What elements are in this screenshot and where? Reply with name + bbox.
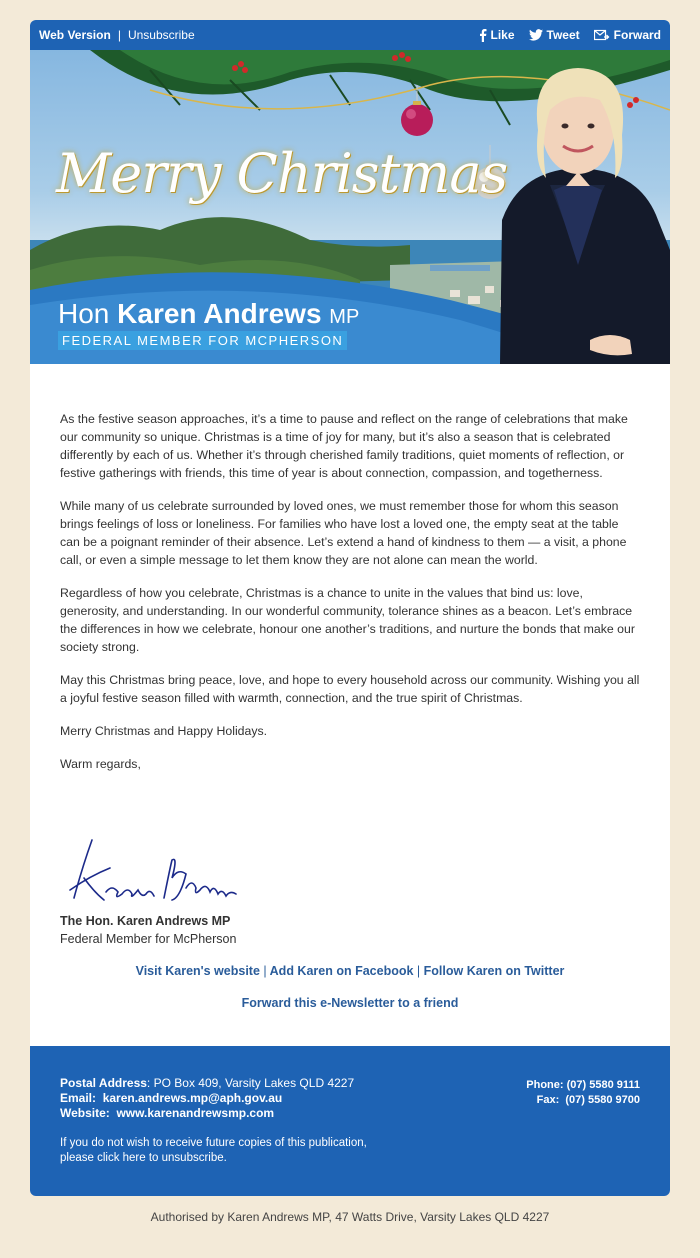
like-label: Like bbox=[490, 28, 515, 42]
email-label: Email: bbox=[60, 1091, 97, 1105]
website-link[interactable]: www.karenandrewsmp.com bbox=[116, 1106, 275, 1120]
phone-number: Phone: (07) 5580 9111 bbox=[526, 1079, 640, 1091]
facebook-link[interactable]: Add Karen on Facebook bbox=[269, 964, 414, 978]
top-bar bbox=[30, 20, 670, 50]
tweet-button[interactable] bbox=[529, 28, 580, 42]
authorisation-statement: Authorised by Karen Andrews MP, 47 Watts Drive, Varsity Lakes QLD 4227 bbox=[150, 1210, 550, 1224]
unsubscribe-footer-link[interactable]: please click here to unsubscribe. bbox=[60, 1152, 227, 1164]
like-button[interactable] bbox=[479, 28, 515, 42]
paragraph: Regardless of how you celebrate, Christmas is a chance to unite in the values that bind us: love, generosity, and understanding. In our wonderful community, tolerance shines as a beacon. Let’s embrace the differences in how we celebrate, honour one another’s traditions, and nurture the bonds that make our society strong. bbox=[60, 586, 635, 654]
signer-title: Federal Member for McPherson bbox=[60, 932, 237, 946]
email-link[interactable]: karen.andrews.mp@aph.gov.au bbox=[102, 1091, 283, 1105]
hero-name-main: Karen Andrews bbox=[117, 298, 322, 329]
hero-name-prefix: Hon bbox=[58, 298, 110, 329]
hero-name bbox=[58, 298, 359, 330]
forward-mail-icon bbox=[594, 29, 610, 41]
forward-to-friend-link[interactable]: Forward this e-Newsletter to a friend bbox=[241, 996, 459, 1010]
forward-label: Forward bbox=[613, 28, 661, 42]
hero-banner bbox=[30, 50, 670, 364]
visit-website-link[interactable]: Visit Karen's website bbox=[135, 964, 260, 978]
handwritten-signature bbox=[60, 838, 240, 910]
social-actions bbox=[479, 28, 661, 42]
paragraph: While many of us celebrate surrounded by loved ones, we must remember those for whom this season brings feelings of loss or loneliness. For families who have lost a loved one, the empty seat at the table can be a poignant reminder of their absence. Let’s extend a hand of kindness to them — a visit, a phone call, or even a simple message to let them know they are not alone can mean the world. bbox=[60, 499, 627, 567]
footer-address bbox=[60, 1076, 354, 1121]
fax-number: Fax: (07) 5580 9700 bbox=[536, 1094, 640, 1106]
paragraph: May this Christmas bring peace, love, and hope to every household across our community. Wishing you all a joyful festive season filled with warmth, connection, and the true spirit of Christmas. bbox=[60, 673, 640, 705]
twitter-link[interactable]: Follow Karen on Twitter bbox=[423, 964, 565, 978]
merry-christmas-greeting: Merry Christmas bbox=[56, 142, 508, 205]
paragraph: Merry Christmas and Happy Holidays. bbox=[60, 724, 268, 738]
top-bar-left bbox=[39, 28, 195, 42]
signer-name: The Hon. Karen Andrews MP bbox=[60, 914, 231, 928]
newsletter-card bbox=[30, 20, 670, 1196]
postal-label: Postal Address bbox=[60, 1076, 147, 1090]
top-bar-separator: | bbox=[117, 28, 121, 42]
twitter-icon bbox=[529, 29, 543, 41]
social-links bbox=[30, 964, 670, 978]
tweet-label: Tweet bbox=[546, 28, 580, 42]
signer-block bbox=[60, 912, 236, 948]
footer bbox=[30, 1046, 670, 1196]
message-body bbox=[60, 410, 640, 788]
facebook-icon bbox=[479, 29, 487, 42]
link-separator: | bbox=[263, 964, 267, 978]
paragraph: Warm regards, bbox=[60, 757, 141, 771]
postal-value: : PO Box 409, Varsity Lakes QLD 4227 bbox=[146, 1076, 355, 1090]
unsub-line-1: If you do not wish to receive future copies of this publication, bbox=[60, 1137, 367, 1149]
forward-button[interactable] bbox=[594, 28, 661, 42]
unsubscribe-link[interactable]: Unsubscribe bbox=[127, 28, 195, 42]
hero-role: FEDERAL MEMBER FOR MCPHERSON bbox=[58, 331, 347, 350]
footer-unsubscribe bbox=[60, 1136, 367, 1166]
link-separator: | bbox=[416, 964, 421, 978]
footer-contact bbox=[526, 1078, 640, 1108]
web-version-link[interactable]: Web Version bbox=[39, 28, 111, 42]
website-label: Website: bbox=[60, 1106, 110, 1120]
hero-name-suffix: MP bbox=[329, 306, 360, 328]
paragraph: As the festive season approaches, it’s a time to pause and reflect on the range of celebrations that make our community so unique. Christmas is a time of joy for many, but it’s also a season that is celebrated differently by each of us. Whether it’s through cherished family traditions, quiet moments of reflection, or festive gatherings with friends, this time of year is about connection, compassion, and togetherness. bbox=[60, 412, 628, 480]
